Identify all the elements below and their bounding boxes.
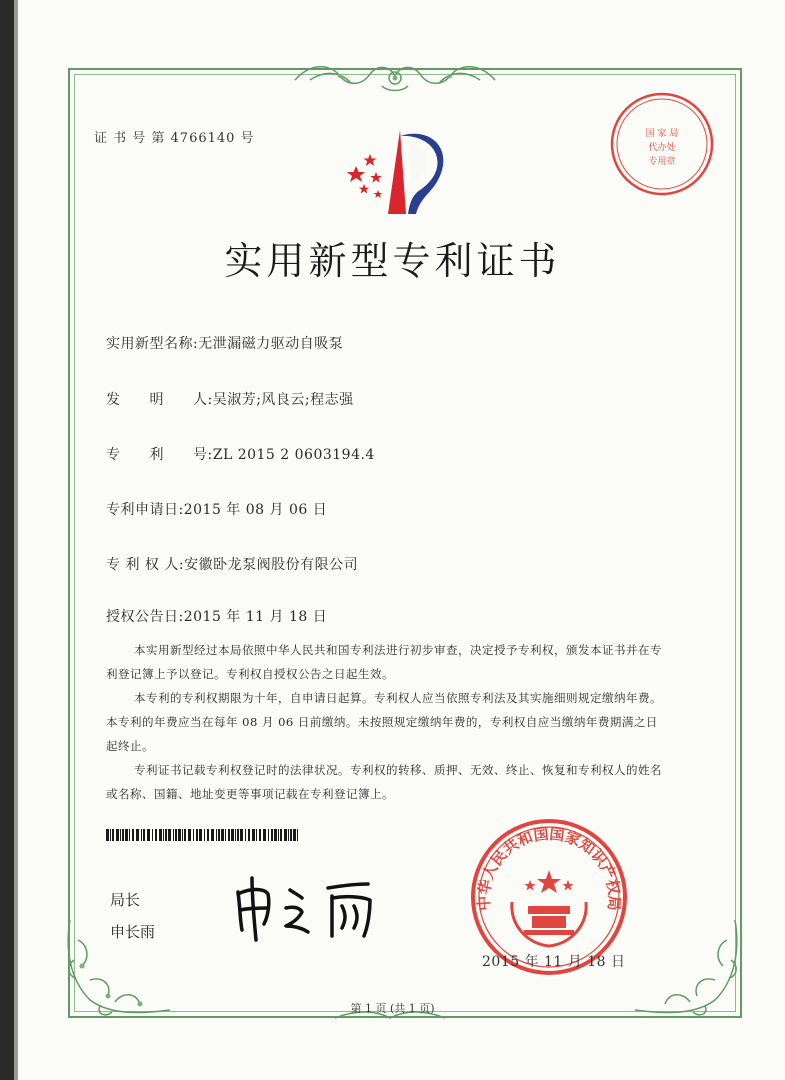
patent-office-logo-icon	[342, 128, 462, 218]
paragraph-legal-status: 专利证书记载专利权登记时的法律状况。专利权的转移、质押、无效、终止、恢复和专利权人的姓名或名称、国籍、地址变更等事项记载在专利登记簿上。	[106, 763, 662, 801]
field-utility-model-name	[106, 333, 343, 353]
seal-text: 中华人民共和国国家知识产权局	[474, 824, 624, 912]
paragraph-grant: 本实用新型经过本局依照中华人民共和国专利法进行初步审查，决定授予专利权，颁发本证书并在专利登记簿上予以登记。专利权自授权公告之日起生效。	[106, 643, 662, 681]
field-inventors	[106, 389, 354, 409]
field-value: ZL 2015 2 0603194.4	[212, 447, 375, 463]
paragraph-term: 本专利的专利权期限为十年，自申请日起算。专利权人应当依照专利法及其实施细则规定缴纳年费。本专利的年费应当在每年 08 月 06 日前缴纳。未按照规定缴纳年费的，专利权自应当缴纳年费期满之日起终止。	[106, 691, 662, 753]
seal-date: 2015 年 11 月 18 日	[482, 954, 626, 970]
field-value: 安徽卧龙泵阀股份有限公司	[184, 557, 359, 573]
field-value: 2015 年 11 月 18 日	[183, 609, 328, 625]
field-label: 发 明 人:	[106, 392, 213, 408]
field-patentee	[106, 554, 358, 574]
top-ornament	[290, 58, 500, 94]
svg-text:中华人民共和国国家知识产权局	[475, 825, 624, 911]
field-label: 实用新型名称:	[106, 336, 199, 352]
field-label: 专 利 权 人:	[106, 557, 185, 573]
field-value: 无泄漏磁力驱动自吸泵	[198, 336, 344, 352]
certificate-title: 实用新型专利证书	[224, 239, 561, 283]
field-patent-number	[106, 444, 375, 464]
field-label: 专 利 号:	[106, 447, 213, 463]
certificate-number: 证 书 号 第 4766140 号	[94, 131, 255, 146]
page-indicator: 第 1 页 (共 1 页)	[350, 1002, 435, 1015]
field-value: 2015 年 08 月 06 日	[183, 502, 328, 518]
field-value: 吴淑芳;风良云;程志强	[212, 392, 354, 408]
signature-title: 局长	[110, 891, 141, 909]
svg-text:代办处: 代办处	[648, 143, 676, 153]
field-label: 授权公告日:	[106, 609, 184, 625]
field-label: 专利申请日:	[106, 502, 184, 518]
signature-name: 申长雨	[110, 923, 156, 941]
field-grant-date	[106, 606, 327, 626]
handwritten-signature	[228, 872, 388, 944]
agency-stamp	[608, 90, 716, 198]
field-application-date	[106, 499, 327, 519]
svg-text:国 家 局: 国 家 局	[645, 129, 679, 139]
barcode	[106, 829, 302, 841]
svg-text:专用章: 专用章	[648, 157, 676, 167]
scan-edge	[0, 0, 14, 1080]
